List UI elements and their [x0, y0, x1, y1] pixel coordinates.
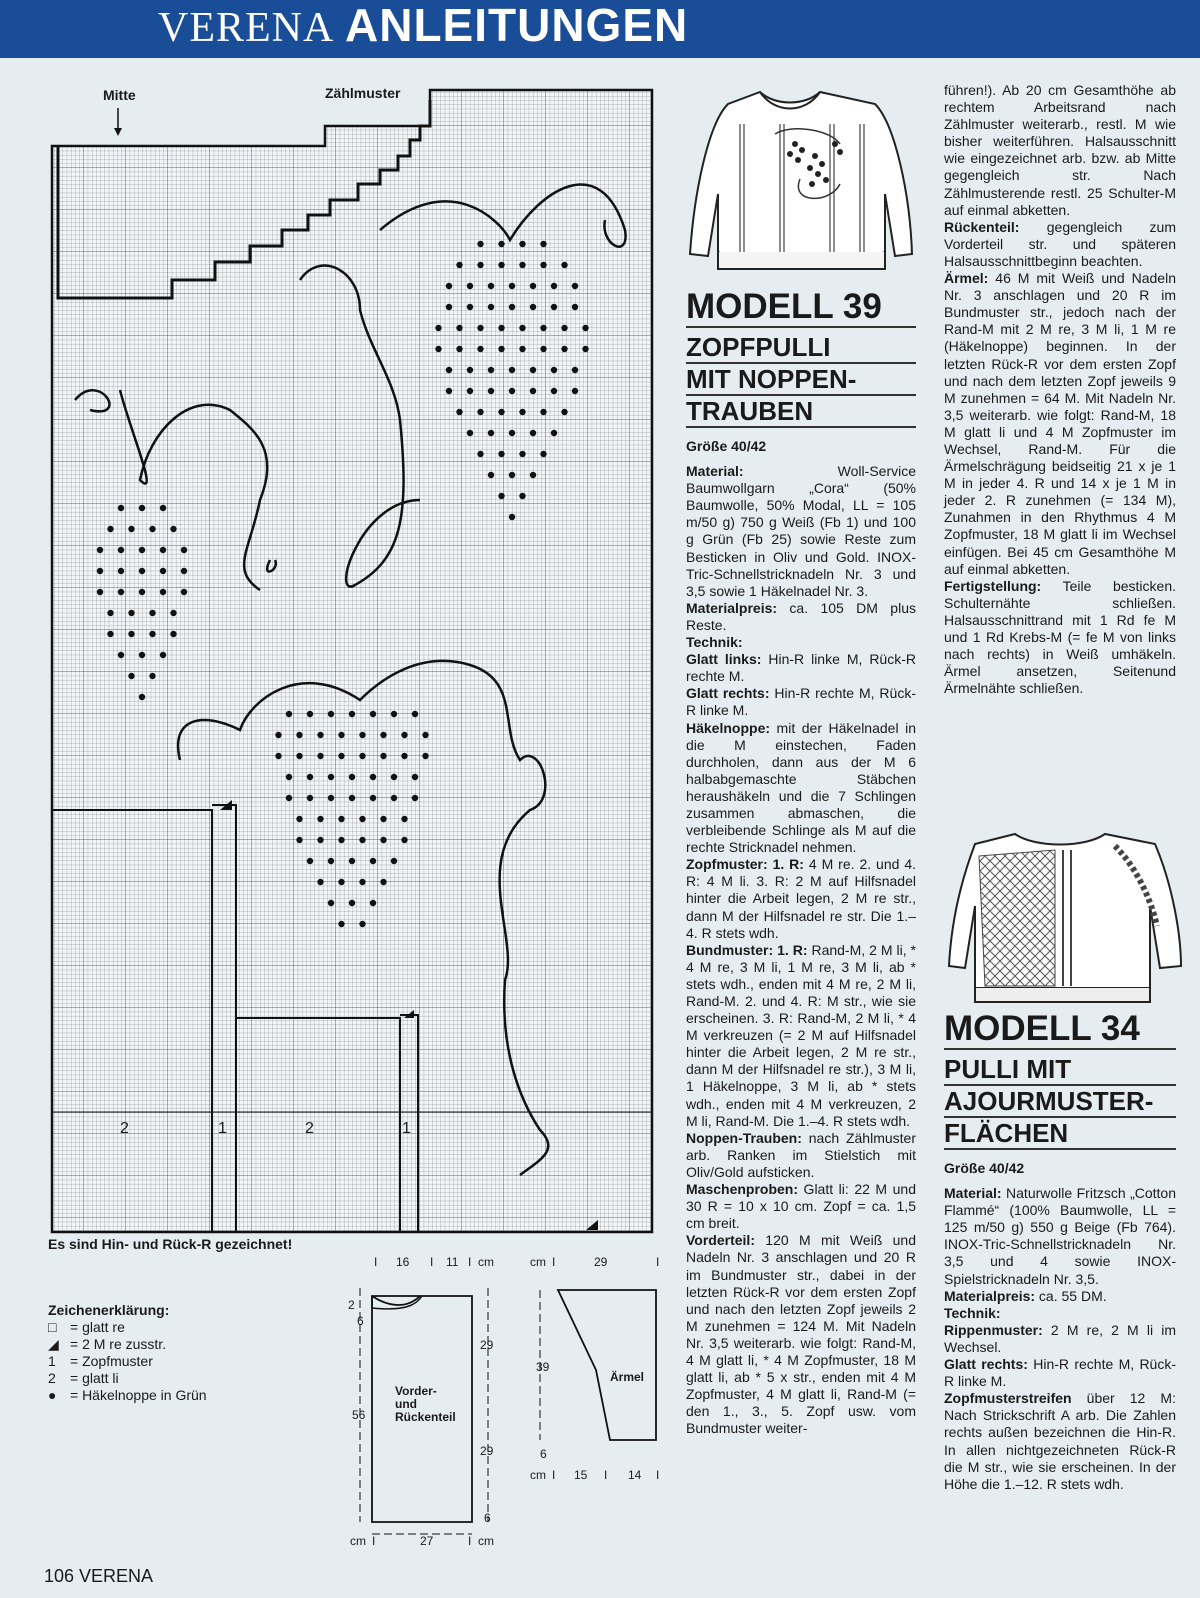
- noppe-dot: [519, 346, 525, 352]
- noppe-dot: [149, 610, 155, 616]
- noppe-dot: [149, 526, 155, 532]
- legend-item: 2 = glatt li: [48, 1370, 119, 1386]
- noppe-dot: [572, 304, 578, 310]
- dim-sleeve-tick: I: [552, 1468, 556, 1482]
- dim-body-tick: I: [430, 1255, 434, 1269]
- noppe-dot: [572, 388, 578, 394]
- noppe-dot: [286, 795, 292, 801]
- noppe-dot: [307, 795, 313, 801]
- noppe-dot: [477, 346, 483, 352]
- noppe-dot: [139, 568, 145, 574]
- noppe-dot: [97, 568, 103, 574]
- noppe-dot: [118, 568, 124, 574]
- noppe-dot: [540, 346, 546, 352]
- dim-16: 16: [396, 1255, 410, 1269]
- noppe-dot: [519, 451, 525, 457]
- noppe-dot: [540, 325, 546, 331]
- noppe-dot: [97, 589, 103, 595]
- modell34-subtitle-line: AJOURMUSTER-: [944, 1086, 1176, 1118]
- noppe-dot: [509, 304, 515, 310]
- noppe-dot: [456, 346, 462, 352]
- paragraph: Zopfmuster: 1. R: 4 M re. 2. und 4. R: 4 M li. 3. R: 2 M auf Hilfsnadel hinter die Arbeit legen, 2 M re str., dann M der Hilfsnadel re str. Die 1.–4. R stets wdh.: [686, 856, 917, 941]
- noppe-dot: [307, 711, 313, 717]
- page-number: 106 VERENA: [44, 1566, 154, 1586]
- paragraph: Zopfmusterstreifen über 12 M: Nach Strickschrift A arb. Die Zahlen rechts außen bezeichnen die Hin-R. In allen nichtgezeichneten Rück-R die M str., wie sie erscheinen. In der Höhe die 1.–12. R stets wdh.: [944, 1390, 1176, 1492]
- paragraph: Technik:: [944, 1304, 1001, 1321]
- noppe-dot: [296, 753, 302, 759]
- dim-cm-bottom2: cm: [478, 1534, 494, 1548]
- noppe-dot: [509, 430, 515, 436]
- noppe-dot: [412, 774, 418, 780]
- noppe-dot: [498, 325, 504, 331]
- noppe-dot: [317, 753, 323, 759]
- noppe-dot: [380, 816, 386, 822]
- dim-sleeve-tick: I: [656, 1255, 660, 1269]
- noppe-dot: [370, 795, 376, 801]
- noppe-dot: [582, 325, 588, 331]
- noppe-dot: [498, 493, 504, 499]
- noppe-dot: [401, 816, 407, 822]
- noppe-dot: [149, 631, 155, 637]
- dim-body-tick: I: [468, 1534, 472, 1548]
- dim-cm-bottom: cm: [350, 1534, 366, 1548]
- legend-item: 1 = Zopfmuster: [48, 1353, 153, 1369]
- legend-item: ◢ = 2 M re zusstr.: [48, 1336, 167, 1352]
- noppe-dot: [446, 388, 452, 394]
- noppe-dot: [328, 858, 334, 864]
- noppe-dot: [380, 753, 386, 759]
- noppe-dot: [551, 283, 557, 289]
- noppe-dot: [509, 388, 515, 394]
- noppe-dot: [391, 795, 397, 801]
- noppe-dot: [296, 732, 302, 738]
- noppe-dot: [160, 547, 166, 553]
- noppe-dot: [477, 451, 483, 457]
- noppe-dot: [391, 858, 397, 864]
- paragraph: Maschenproben: Glatt li: 22 M und 30 R = 10 x 10 cm. Zopf = ca. 1,5 cm breit.: [686, 1181, 916, 1232]
- dim-11: 11: [446, 1255, 459, 1269]
- noppe-dot: [181, 547, 187, 553]
- noppe-dot: [561, 409, 567, 415]
- noppe-dot: [519, 325, 525, 331]
- modell34-title: MODELL 34: [944, 1010, 1176, 1050]
- noppe-dot: [317, 879, 323, 885]
- noppe-dot: [446, 283, 452, 289]
- noppe-dot: [139, 652, 145, 658]
- noppe-dot: [370, 711, 376, 717]
- paragraph: Glatt rechts: Hin-R rechte M, Rück-R linke M.: [944, 1356, 1177, 1390]
- noppe-dot: [170, 631, 176, 637]
- noppe-dot: [380, 732, 386, 738]
- noppe-dot: [118, 652, 124, 658]
- noppe-dot: [456, 409, 462, 415]
- chart-label-mitte: Mitte: [103, 87, 136, 103]
- noppe-dot: [530, 388, 536, 394]
- noppe-dot: [286, 774, 292, 780]
- noppe-dot: [181, 589, 187, 595]
- dim-27: 27: [420, 1534, 434, 1548]
- dim-sleeve-6: 6: [540, 1447, 547, 1461]
- noppe-dot: [561, 346, 567, 352]
- paragraph: Material: Woll-Service Baumwollgarn „Cora“ (50% Baumwolle, 50% Modal, LL = 105 m/50 g) 750 g Weiß (Fb 1) und 100 g Grün (Fb 25) sowie Reste zum Besticken in Oliv und Gold. INOX-Tric-Schnellstricknadeln Nr. 3 und 3,5 sowie 1 Häkelnadel Nr. 3.: [686, 463, 916, 599]
- noppe-dot: [540, 451, 546, 457]
- sweater-illustration-34: [945, 826, 1185, 1006]
- noppe-dot: [349, 858, 355, 864]
- paragraph: führen!). Ab 20 cm Gesamthöhe ab rechtem Arbeitsrand nach Zählmuster weiterarb., restl. M wie bisher weiterführen. Halsausschnitt wie eingezeichnet arb. bzw. ab Mitte gegengleich str. Nach Zählmusterende restl. 25 Schulter-M auf einmal abketten.: [944, 82, 1176, 218]
- noppe-dot: [519, 241, 525, 247]
- legend-item: ● = Häkelnoppe in Grün: [48, 1387, 207, 1403]
- legend-title: Zeichenerklärung:: [48, 1302, 170, 1318]
- dim-sleeve-15: 15: [574, 1468, 588, 1482]
- noppe-dot: [467, 283, 473, 289]
- dim-body-tick: I: [468, 1255, 472, 1269]
- dim-6: 6: [357, 1314, 364, 1328]
- noppe-dot: [509, 367, 515, 373]
- noppe-dot: [160, 505, 166, 511]
- paragraph: Materialpreis: ca. 105 DM plus Reste.: [686, 599, 916, 633]
- noppe-dot: [170, 526, 176, 532]
- noppe-dot: [160, 652, 166, 658]
- modell39-title: MODELL 39: [686, 288, 916, 328]
- noppe-dot: [530, 367, 536, 373]
- paragraph: Technik:: [686, 634, 743, 651]
- noppe-dot: [561, 262, 567, 268]
- noppe-dot: [561, 325, 567, 331]
- paragraph: Häkelnoppe: mit der Häkelnadel in die M einstechen, Faden durchholen, dann aus der M 6 halbabgemaschte Stäbchen heraushäkeln und die 7 Schlingen zusammen abmaschen, die verbleibende Schlinge als M auf die rechte Stricknadel nehmen.: [686, 719, 916, 856]
- modell34-subtitle-line: FLÄCHEN: [944, 1118, 1176, 1150]
- noppe-dot: [286, 711, 292, 717]
- noppe-dot: [530, 304, 536, 310]
- paragraph: Rückenteil: gegengleich zum Vorderteil str. und späteren Halsausschnittbeginn beachten.: [944, 218, 1176, 269]
- noppe-dot: [349, 774, 355, 780]
- noppe-dot: [488, 472, 494, 478]
- noppe-dot: [551, 304, 557, 310]
- noppe-dot: [181, 568, 187, 574]
- noppe-dot: [328, 774, 334, 780]
- noppe-dot: [488, 304, 494, 310]
- noppe-dot: [540, 241, 546, 247]
- paragraph: Glatt rechts: Hin-R rechte M, Rück-R linke M.: [686, 685, 916, 719]
- noppe-dot: [307, 774, 313, 780]
- noppe-dot: [359, 732, 365, 738]
- paragraph: Vorderteil: 120 M mit Weiß und Nadeln Nr. 3 anschlagen und 20 R im Bundmuster str., dabei in der letzten Rück-R vor dem ersten Zopf und nach den letzten Zopf jeweils 2 M zunehmen = 124 M. Mit Nadeln Nr. 3,5 weiterarb. wie folgt: Rand-M, 4 M glatt li, * 4 M Zopfmuster, 18 M glatt li, ab * 5 x str., enden mit 4 M Zopfmuster, 4 M glatt li, Rand-M (= den 1., 3., 5. Zopf usw. vom Bundmuster weiter-: [686, 1232, 916, 1437]
- chart-label-zaehlmuster: Zählmuster: [325, 85, 401, 101]
- noppe-dot: [118, 589, 124, 595]
- noppe-dot: [509, 283, 515, 289]
- noppe-dot: [467, 430, 473, 436]
- section-title: ANLEITUNGEN: [345, 0, 689, 51]
- noppe-dot: [370, 900, 376, 906]
- sleeve-label: Ärmel: [610, 1370, 645, 1384]
- noppe-dot: [275, 753, 281, 759]
- noppe-dot: [488, 430, 494, 436]
- noppe-dot: [519, 493, 525, 499]
- paragraph: Rippenmuster: 2 M re, 2 M li im Wechsel.: [944, 1321, 1176, 1355]
- noppe-dot: [467, 367, 473, 373]
- noppe-dot: [551, 388, 557, 394]
- noppe-dot: [107, 610, 113, 616]
- noppe-dot: [380, 879, 386, 885]
- noppe-dot: [317, 816, 323, 822]
- dim-cm: cm: [478, 1255, 494, 1269]
- noppe-dot: [118, 547, 124, 553]
- dim-body-tick: I: [372, 1534, 376, 1548]
- noppe-dot: [498, 451, 504, 457]
- noppe-dot: [275, 732, 281, 738]
- noppe-dot: [498, 262, 504, 268]
- column-number: 2: [305, 1120, 314, 1137]
- noppe-dot: [509, 472, 515, 478]
- legend-item: □ = glatt re: [48, 1319, 125, 1335]
- noppe-dot: [477, 241, 483, 247]
- noppe-dot: [401, 753, 407, 759]
- noppe-dot: [582, 346, 588, 352]
- noppe-dot: [359, 816, 365, 822]
- column-number: 2: [120, 1120, 129, 1137]
- noppe-dot: [530, 472, 536, 478]
- paragraph: Material: Naturwolle Fritzsch „Cotton Flammé“ (100% Baumwolle, LL = 125 m/50 g) 550 g Beige (Fb 764). INOX-Tric-Schnellstricknadeln Nr. 3,5 und 4 sowie INOX-Spielstricknadeln Nr. 3,5.: [944, 1185, 1176, 1287]
- noppe-dot: [328, 711, 334, 717]
- noppe-dot: [422, 732, 428, 738]
- noppe-dot: [349, 795, 355, 801]
- paragraph: Ärmel: 46 M mit Weiß und Nadeln Nr. 3 anschlagen und 20 R im Bundmuster str., jedoch nach der Rand-M mit 2 M re, 3 M li, 1 M re (Häkelnoppe) beginnen. In der letzten Rück-R vor dem ersten Zopf und nach dem letzten Zopf jeweils 9 M zunehmen = 64 M. Mit Nadeln Nr. 3,5 weiterarb. wie folgt: Rand-M, 18 M glatt li und 4 M Zopfmuster im Wechsel, Rand-M. Für die Ärmelschrägung beidseitig 21 x je 1 M in jeder 4. R und 14 x je 1 M in jeder 2. R zunehmen (= 134 M), Zunahmen in den Rhythmus 4 M Zopfmuster, 18 M glatt li im Wechsel einfügen. Bei 45 cm Gesamthöhe M auf einmal abketten.: [944, 270, 1176, 577]
- noppe-dot: [488, 283, 494, 289]
- paragraph: Glatt links: Hin-R linke M, Rück-R rechte M.: [686, 651, 916, 685]
- noppe-dot: [530, 430, 536, 436]
- noppe-dot: [456, 262, 462, 268]
- noppe-dot: [477, 262, 483, 268]
- noppe-dot: [488, 388, 494, 394]
- modell39-column: [686, 288, 916, 1437]
- paragraph: Fertigstellung: Teile besticken. Schulternähte schließen. Halsausschnittrand mit 1 Rd fe M und 1 Rd Krebs-M (= fe M von links nach rechts) in Weiß umhäkeln. Ärmel ansetzen, Seitenund Ärmelnähte schließen.: [944, 577, 1176, 697]
- dim-56: 56: [352, 1408, 366, 1422]
- noppe-dot: [572, 367, 578, 373]
- noppe-dot: [422, 753, 428, 759]
- noppe-dot: [118, 505, 124, 511]
- noppe-dot: [139, 694, 145, 700]
- dim-sleeve-14: 14: [628, 1468, 642, 1482]
- modell39-subtitle-line: MIT NOPPEN-: [686, 364, 916, 396]
- noppe-dot: [338, 879, 344, 885]
- noppe-dot: [519, 262, 525, 268]
- noppe-dot: [446, 304, 452, 310]
- noppe-dot: [572, 283, 578, 289]
- legend: [48, 1302, 207, 1404]
- noppe-dot: [338, 816, 344, 822]
- dim-29b: 29: [480, 1444, 494, 1458]
- dim-sleeve-tick: I: [552, 1255, 556, 1269]
- noppe-dot: [149, 673, 155, 679]
- noppe-dot: [349, 711, 355, 717]
- noppe-dot: [107, 631, 113, 637]
- paragraph: Bundmuster: 1. R: Rand-M, 2 M li, * 4 M re, 3 M li, 1 M re, 3 M li, ab * stets wdh., enden mit 4 M re, 2 M li, Rand-M. 2. und 4. R: M str., wie sie erscheinen. 3. R: Rand-M, 2 M li, * 4 M verkreuzen (= 2 M auf Hilfsnadel hinter die Arbeit legen, 2 M re str., dann M der Hilfsnadel re str.), 3 M li, 1 Häkelnoppe, 3 M li, ab * stets wdh., enden mit 4 M verkreuzen, 2 M li, Rand-M. Die 1.–4. R stets wdh.: [686, 941, 917, 1129]
- noppe-dot: [519, 409, 525, 415]
- noppe-dot: [97, 547, 103, 553]
- noppe-dot: [435, 325, 441, 331]
- noppe-dot: [139, 547, 145, 553]
- modell39-size: Größe 40/42: [686, 438, 767, 454]
- noppe-dot: [530, 283, 536, 289]
- modell34-size: Größe 40/42: [944, 1160, 1025, 1176]
- noppe-dot: [107, 526, 113, 532]
- noppe-dot: [380, 837, 386, 843]
- noppe-dot: [359, 921, 365, 927]
- noppe-dot: [338, 732, 344, 738]
- noppe-dot: [498, 346, 504, 352]
- noppe-dot: [139, 505, 145, 511]
- noppe-dot: [359, 879, 365, 885]
- noppe-dot: [338, 753, 344, 759]
- noppe-dot: [391, 711, 397, 717]
- noppe-dot: [456, 325, 462, 331]
- noppe-dot: [307, 858, 313, 864]
- noppe-dot: [370, 858, 376, 864]
- dim-sleeve-cm2: cm: [530, 1468, 546, 1482]
- noppe-dot: [412, 711, 418, 717]
- noppe-dot: [509, 514, 515, 520]
- noppe-dot: [359, 837, 365, 843]
- noppe-dot: [328, 900, 334, 906]
- noppe-dot: [296, 816, 302, 822]
- noppe-dot: [551, 430, 557, 436]
- noppe-dot: [401, 732, 407, 738]
- noppe-dot: [446, 367, 452, 373]
- noppe-dot: [467, 388, 473, 394]
- noppe-dot: [467, 304, 473, 310]
- noppe-dot: [370, 774, 376, 780]
- noppe-dot: [477, 409, 483, 415]
- noppe-dot: [391, 774, 397, 780]
- noppe-dot: [317, 732, 323, 738]
- noppe-dot: [139, 589, 145, 595]
- modell39-subtitle-line: ZOPFPULLI: [686, 332, 916, 364]
- noppe-dot: [477, 325, 483, 331]
- noppe-dot: [296, 837, 302, 843]
- noppe-dot: [488, 367, 494, 373]
- noppe-dot: [551, 367, 557, 373]
- sweater-illustration-39: [680, 84, 930, 284]
- modell39-subtitle-line: TRAUBEN: [686, 396, 916, 428]
- noppe-dot: [128, 631, 134, 637]
- noppe-dot: [128, 610, 134, 616]
- magazine-brand: VERENA: [158, 5, 335, 51]
- body-label: Vorder- und Rückenteil: [395, 1384, 456, 1424]
- paragraph: Materialpreis: ca. 55 DM.: [944, 1287, 1107, 1304]
- dim-6b: 6: [484, 1511, 491, 1525]
- chart-note: Es sind Hin- und Rück-R gezeichnet!: [48, 1236, 293, 1252]
- dim-29: 29: [480, 1338, 494, 1352]
- noppe-dot: [128, 673, 134, 679]
- noppe-dot: [349, 900, 355, 906]
- noppe-dot: [498, 409, 504, 415]
- noppe-dot: [128, 526, 134, 532]
- dim-sleeve-tick: I: [604, 1468, 608, 1482]
- noppe-dot: [338, 837, 344, 843]
- modell34-column: [944, 1010, 1176, 1493]
- dim-2: 2: [348, 1298, 355, 1312]
- noppe-dot: [401, 837, 407, 843]
- noppe-dot: [170, 610, 176, 616]
- noppe-dot: [498, 241, 504, 247]
- noppe-dot: [359, 753, 365, 759]
- dim-body-tick: I: [374, 1255, 378, 1269]
- paragraph: Noppen-Trauben: nach Zählmuster arb. Ranken im Stielstich mit Oliv/Gold aufsticken.: [686, 1129, 916, 1180]
- dim-sleeve-tick: I: [656, 1468, 660, 1482]
- dim-sleeve-39: 39: [536, 1360, 550, 1374]
- noppe-dot: [540, 262, 546, 268]
- noppe-dot: [160, 568, 166, 574]
- noppe-dot: [435, 346, 441, 352]
- noppe-dot: [317, 837, 323, 843]
- noppe-dot: [412, 795, 418, 801]
- noppe-dot: [160, 589, 166, 595]
- column-number: 1: [218, 1120, 227, 1137]
- noppe-dot: [328, 795, 334, 801]
- noppe-dot: [338, 921, 344, 927]
- modell34-subtitle-line: PULLI MIT: [944, 1054, 1176, 1086]
- dim-sleeve-29: 29: [594, 1255, 608, 1269]
- dim-sleeve-cm: cm: [530, 1255, 546, 1269]
- noppe-dot: [540, 409, 546, 415]
- instructions-column: [944, 82, 1176, 697]
- column-number: 1: [402, 1120, 411, 1137]
